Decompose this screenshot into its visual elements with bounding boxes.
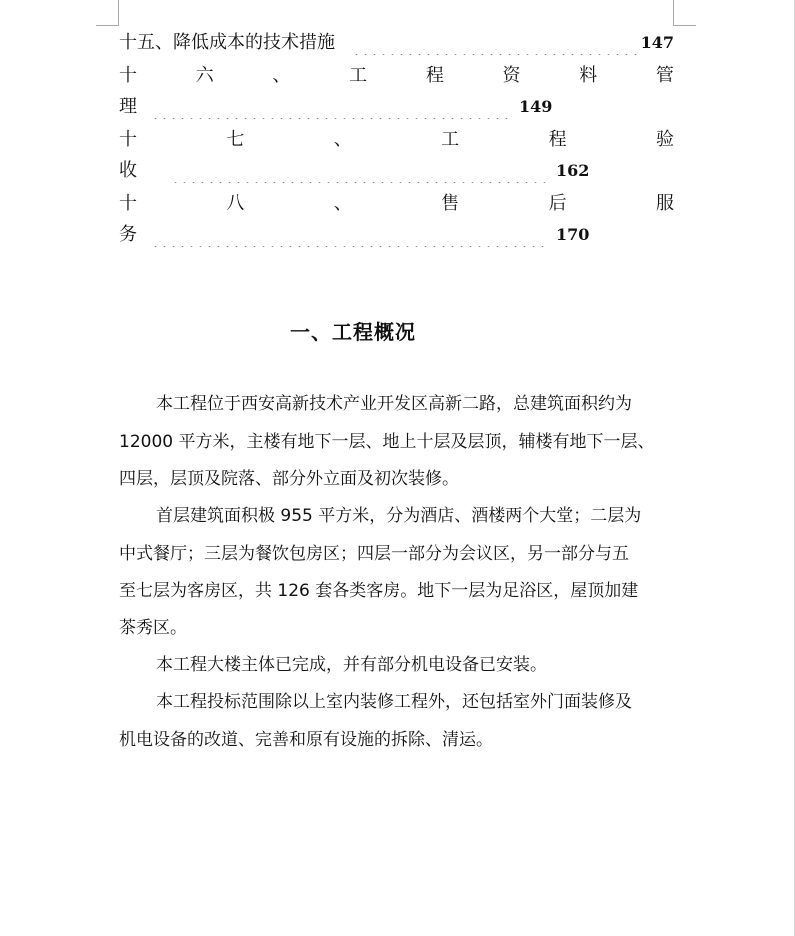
paragraph-line: 机电设备的改道、完善和原有设施的拆除、清运。 bbox=[119, 730, 493, 750]
paragraph-line: 至七层为客房区，共 126 套各类客房。地下一层为足浴区，屋顶加建 bbox=[119, 581, 639, 601]
paragraph-line: 本工程位于西安高新技术产业开发区高新二路，总建筑面积约为 bbox=[156, 394, 632, 414]
toc-entry-16-continued[interactable] bbox=[119, 95, 674, 119]
toc-entry-char: 料 bbox=[579, 65, 598, 86]
toc-entry-char: 程 bbox=[548, 129, 567, 150]
toc-leader-dots bbox=[151, 95, 511, 119]
toc-page-number: 170 bbox=[556, 225, 590, 244]
paragraph-line: 茶秀区。 bbox=[119, 618, 187, 638]
toc-entry-17[interactable] bbox=[119, 128, 674, 152]
paragraph-line: 12000 平方米，主楼有地下一层、地上十层及层顶，辅楼有地下一层、 bbox=[119, 432, 655, 452]
paragraph-line: 首层建筑面积极 955 平方米，分为酒店、酒楼两个大堂；二层为 bbox=[156, 506, 642, 526]
crop-mark-top-left bbox=[96, 25, 118, 26]
toc-page-number: 147 bbox=[640, 33, 674, 52]
toc-page-number: 149 bbox=[519, 97, 553, 116]
toc-entry-char: 服 bbox=[655, 193, 674, 214]
toc-entry-char: 资 bbox=[502, 65, 521, 86]
toc-entry-char: 七 bbox=[226, 129, 245, 150]
toc-entry-char: 后 bbox=[548, 193, 567, 214]
toc-page-number: 162 bbox=[556, 161, 590, 180]
toc-leader-dots bbox=[171, 159, 549, 183]
toc-entry-char: 、 bbox=[333, 193, 352, 214]
toc-entry-char: 验 bbox=[655, 129, 674, 150]
paragraph-line: 四层，层顶及院落、部分外立面及初次装修。 bbox=[119, 469, 459, 489]
toc-entry-label: 收 bbox=[119, 160, 137, 181]
crop-mark-top-right bbox=[673, 0, 674, 26]
toc-entry-char: 管 bbox=[655, 65, 674, 86]
crop-mark-top-right bbox=[674, 25, 696, 26]
crop-mark-top-left bbox=[118, 0, 119, 26]
toc-entry-15[interactable] bbox=[119, 31, 674, 55]
paragraph-line: 中式餐厅；三层为餐饮包房区；四层一部分为会议区，另一部分与五 bbox=[119, 544, 629, 564]
paragraph-line: 本工程大楼主体已完成，并有部分机电设备已安装。 bbox=[156, 655, 547, 675]
toc-entry-char: 八 bbox=[226, 193, 245, 214]
toc-entry-char: 程 bbox=[425, 65, 444, 86]
toc-entry-char: 工 bbox=[349, 65, 368, 86]
toc-entry-char: 售 bbox=[441, 193, 460, 214]
toc-entry-17-continued[interactable] bbox=[119, 159, 674, 183]
toc-entry-char: 六 bbox=[195, 65, 214, 86]
toc-entry-label: 理 bbox=[119, 96, 137, 117]
toc-entry-char: 十 bbox=[119, 65, 137, 86]
toc-entry-char: 、 bbox=[272, 65, 291, 86]
paragraph-line: 本工程投标范围除以上室内装修工程外，还包括室外门面装修及 bbox=[156, 692, 632, 712]
toc-leader-dots bbox=[151, 223, 547, 247]
section-heading: 一、工程概况 bbox=[290, 320, 416, 344]
toc-leader-dots bbox=[352, 31, 639, 55]
toc-entry-char: 十 bbox=[119, 193, 137, 214]
toc-entry-18-continued[interactable] bbox=[119, 223, 674, 247]
toc-entry-label: 十五、降低成本的技术措施 bbox=[119, 32, 335, 53]
toc-entry-char: 工 bbox=[441, 129, 460, 150]
toc-entry-char: 十 bbox=[119, 129, 137, 150]
toc-entry-label: 务 bbox=[119, 224, 137, 245]
toc-entry-16[interactable] bbox=[119, 64, 674, 88]
toc-entry-char: 、 bbox=[333, 129, 352, 150]
toc-entry-18[interactable] bbox=[119, 192, 674, 216]
